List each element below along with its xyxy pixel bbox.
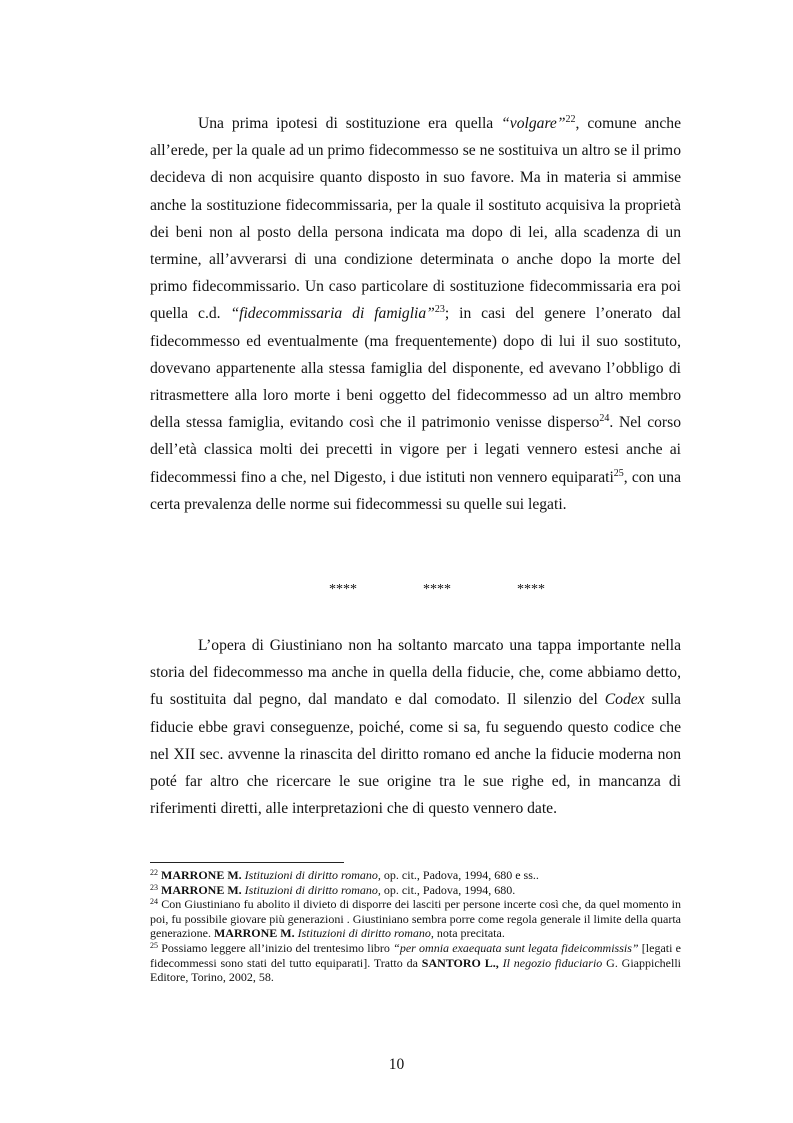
separator-stars: **** — [517, 582, 545, 597]
text-run: sulla fiducie ebbe gravi conseguenze, poiché, come si sa, fu seguendo questo codice che nel XII sec. avvenne la rinascita del diritto romano ed anche la fiducie moderna non poté far altro che ricercare le sue origine tra le sue righe ed, in mancanza di riferimenti diretti, alle interpretazioni che di questo vennero date. — [150, 691, 681, 818]
footnote-text: Possiamo leggere all’inizio del trentesimo libro — [158, 940, 394, 955]
footnote-quote: “per omnia exaequata sunt legata fideicommissis” — [393, 940, 639, 955]
footnote-25 — [150, 941, 681, 985]
section-separator — [0, 582, 793, 602]
footnote-title: Il negozio fiduciario — [502, 955, 603, 970]
footnote-text: op. cit., Padova, 1994, 680. — [380, 882, 516, 897]
footnote-author: MARRONE M. — [213, 926, 295, 941]
footnote-text: G. Giappichelli Editore, Torino, 2002, 58. — [150, 955, 681, 985]
term-fidecommissaria-di-famiglia: “fidecommissaria di famiglia” — [230, 305, 435, 323]
separator-stars: **** — [329, 582, 357, 597]
text-run: ; in casi del genere l’onerato dal fidecommesso ed eventualmente (ma frequentemente) dopo di lui il suo sostituto, dovevano appartenente alla stessa famiglia del disponente, ed avevano l’obbligo di ritrasmettere alla loro morte i beni oggetto del fidecommesso ad un altro membro della stessa famiglia, evitando così che il patrimonio venisse disperso — [150, 305, 682, 432]
footnote-ref-24: 24 — [599, 413, 610, 425]
text-run: , comune anche all’erede, per la quale ad un primo fidecommesso se ne sostituiva un altro se il primo decideva di non acquisire quanto disposto in suo favore. Ma in materia si ammise anche la sostituzione fidecommissaria, per la quale il sostituto acquisiva la proprietà dei beni non al posto della persona indicata ma dopo di lei, alla scadenza di un termine, all’avverarsi di una condizione determinata o anche dopo la morte del primo fidecommissario. Un caso particolare di sostituzione fidecommissaria era poi quella c.d. — [150, 115, 681, 323]
footnote-title: Istituzioni di diritto romano, — [244, 882, 381, 897]
footnote-rule — [150, 862, 344, 863]
footnote-number: 22 — [150, 868, 158, 877]
footnote-text: [legati e fidecommessi sono stati del tutto equiparati]. Tratto da — [150, 940, 681, 970]
footnote-ref-23: 23 — [434, 304, 445, 316]
footnote-number: 23 — [150, 882, 158, 892]
page-number: 10 — [388, 1056, 405, 1073]
term-volgare: “volgare” — [501, 115, 566, 132]
footnote-23 — [150, 883, 681, 898]
text-run: . Nel corso dell’età classica molti dei precetti in vigore per i legati vennero estesi anche ai fidecommessi fino a che, nel Digesto, i due istituti non vennero equiparati — [150, 414, 681, 486]
footnote-number: 25 — [150, 940, 158, 950]
footnotes — [150, 868, 681, 985]
footnote-title: Istituzioni di diritto romano, — [244, 868, 381, 882]
text-run: Una prima ipotesi di sostituzione era quella — [198, 115, 502, 132]
footnote-author: MARRONE M. — [161, 868, 242, 882]
footnote-author: MARRONE M. — [161, 882, 242, 897]
text-run: , con una certa prevalenza delle norme sui fidecommessi su quelle sui legati. — [150, 468, 681, 513]
paragraph-giustiniano — [150, 632, 681, 822]
term-codex: Codex — [604, 691, 645, 709]
footnote-ref-25: 25 — [613, 467, 624, 479]
text-run: L’opera di Giustiniano non ha soltanto marcato una tappa importante nella storia del fidecommesso ma anche in quella della fiducie, che, come abbiamo detto, fu sostituita dal pegno, dal mandato e dal comodato. Il silenzio del — [150, 637, 681, 709]
footnote-22 — [150, 868, 681, 883]
footnote-24 — [150, 897, 681, 941]
footnote-title: Istituzioni di diritto romano, — [297, 926, 434, 941]
paragraph-substitution — [150, 110, 681, 518]
separator-stars: **** — [423, 582, 451, 597]
footnote-text: op. cit., Padova, 1994, 680 e ss.. — [380, 868, 539, 882]
footnote-text: Con Giustiniano fu abolito il divieto di disporre dei lasciti per persone incerte così che, da quel momento in poi, fu possibile giovare più generazioni . Giustiniano sembra porre come regola generale il limite della quarta generazione. — [150, 897, 681, 941]
footnote-author: SANTORO L., — [421, 955, 499, 970]
footnote-number: 24 — [150, 897, 158, 907]
footnote-text: nota precitata. — [433, 926, 505, 941]
footnote-ref-22: 22 — [565, 114, 576, 125]
